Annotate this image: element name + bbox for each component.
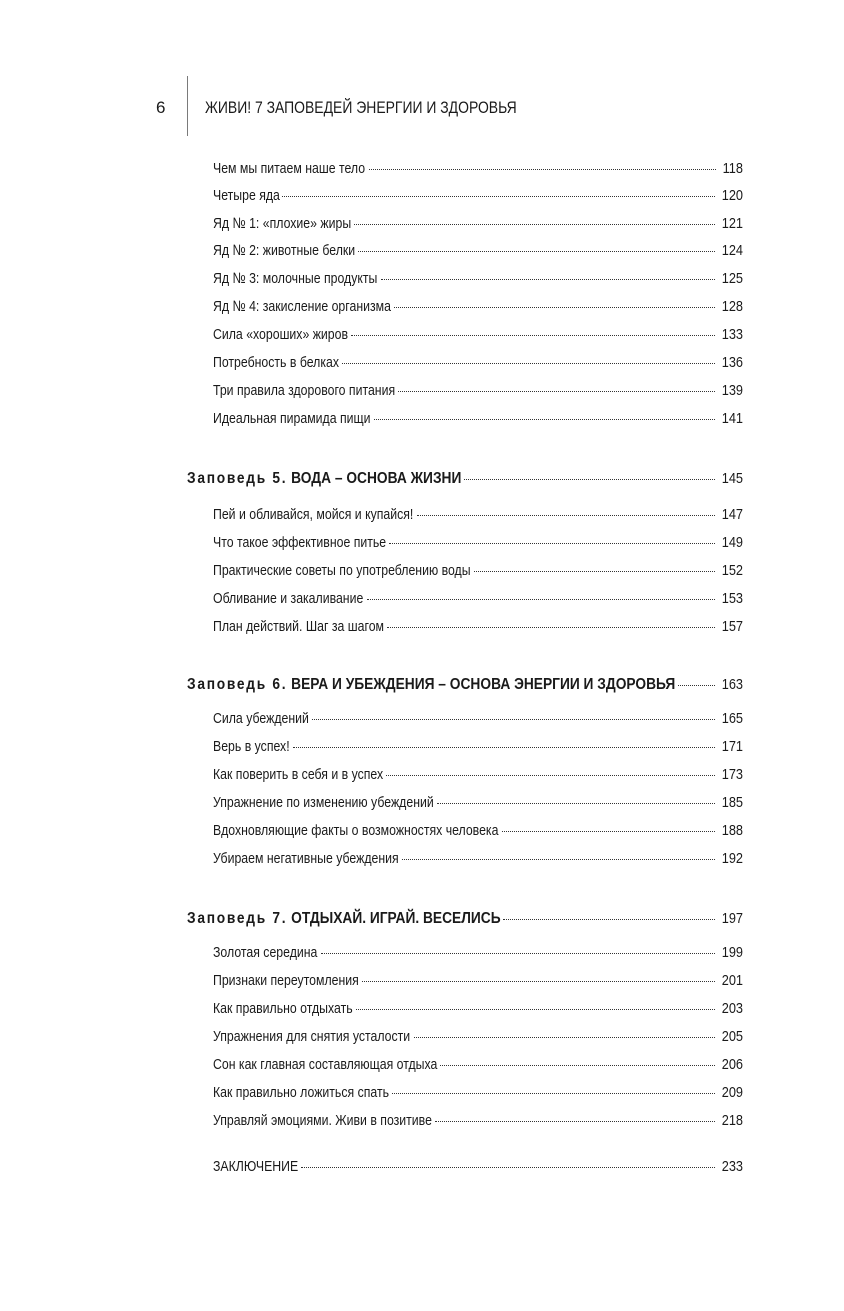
- toc-entry[interactable]: Управляй эмоциями. Живи в позитиве 218: [213, 1112, 743, 1129]
- header-divider: [187, 76, 188, 136]
- toc-entry[interactable]: Как правильно отдыхать 203: [213, 1000, 743, 1017]
- toc-entry[interactable]: Как поверить в себя и в успех 173: [213, 766, 743, 783]
- toc-entry[interactable]: Яд № 4: закисление организма 128: [213, 298, 743, 315]
- toc-entry[interactable]: Признаки переутомления 201: [213, 972, 743, 989]
- page-number: 6: [156, 98, 166, 117]
- toc-entry[interactable]: Потребность в белках 136: [213, 354, 743, 371]
- toc-entry[interactable]: Убираем негативные убеждения 192: [213, 850, 743, 867]
- running-header: [0, 0, 844, 160]
- chapter-heading[interactable]: [187, 676, 743, 698]
- toc-entry[interactable]: Чем мы питаем наше тело 118: [213, 160, 743, 177]
- chapter-title: ВЕРА И УБЕЖДЕНИЯ – ОСНОВА ЭНЕРГИИ И ЗДОРОВЬЯ: [291, 676, 676, 693]
- chapter-title: ВОДА – ОСНОВА ЖИЗНИ: [291, 470, 462, 487]
- chapter-heading[interactable]: [187, 470, 743, 492]
- chapter-label: Заповедь 5.: [187, 470, 288, 487]
- toc-entry[interactable]: Три правила здорового питания 139: [213, 382, 743, 399]
- toc-entry[interactable]: Сон как главная составляющая отдыха 206: [213, 1056, 743, 1073]
- toc-entry[interactable]: Практические советы по употреблению воды 152: [213, 562, 743, 579]
- toc-conclusion[interactable]: ЗАКЛЮЧЕНИЕ 233: [213, 1158, 743, 1175]
- toc-entry[interactable]: Обливание и закаливание 153: [213, 590, 743, 607]
- toc-entry[interactable]: План действий. Шаг за шагом 157: [213, 618, 743, 635]
- toc-entry[interactable]: Вдохновляющие факты о возможностях человека 188: [213, 822, 743, 839]
- toc-entry[interactable]: Упражнения для снятия усталости 205: [213, 1028, 743, 1045]
- toc-entry[interactable]: Верь в успех! 171: [213, 738, 743, 755]
- chapter-heading[interactable]: [187, 910, 743, 932]
- toc-entry[interactable]: Яд № 3: молочные продукты 125: [213, 270, 743, 287]
- toc-entry[interactable]: Сила убеждений 165: [213, 710, 743, 727]
- chapter-title: ОТДЫХАЙ. ИГРАЙ. ВЕСЕЛИСЬ: [291, 910, 501, 927]
- toc-entry[interactable]: Яд № 2: животные белки 124: [213, 242, 743, 259]
- toc-entry[interactable]: Яд № 1: «плохие» жиры 121: [213, 215, 743, 232]
- toc-entry[interactable]: Как правильно ложиться спать 209: [213, 1084, 743, 1101]
- toc-entry[interactable]: Упражнение по изменению убеждений 185: [213, 794, 743, 811]
- chapter-page: 145: [721, 470, 743, 487]
- toc-entry[interactable]: Сила «хороших» жиров 133: [213, 326, 743, 343]
- chapter-page: 163: [721, 676, 743, 693]
- toc-entry[interactable]: Что такое эффективное питье 149: [213, 534, 743, 551]
- toc-entry[interactable]: Золотая середина 199: [213, 944, 743, 961]
- book-title: ЖИВИ! 7 ЗАПОВЕДЕЙ ЭНЕРГИИ И ЗДОРОВЬЯ: [205, 98, 517, 117]
- toc-entry[interactable]: Идеальная пирамида пищи 141: [213, 410, 743, 427]
- toc-entry[interactable]: Пей и обливайся, мойся и купайся! 147: [213, 506, 743, 523]
- chapter-label: Заповедь 7.: [187, 910, 288, 927]
- toc-entry[interactable]: Четыре яда 120: [213, 187, 743, 204]
- chapter-page: 197: [721, 910, 743, 927]
- chapter-label: Заповедь 6.: [187, 676, 288, 693]
